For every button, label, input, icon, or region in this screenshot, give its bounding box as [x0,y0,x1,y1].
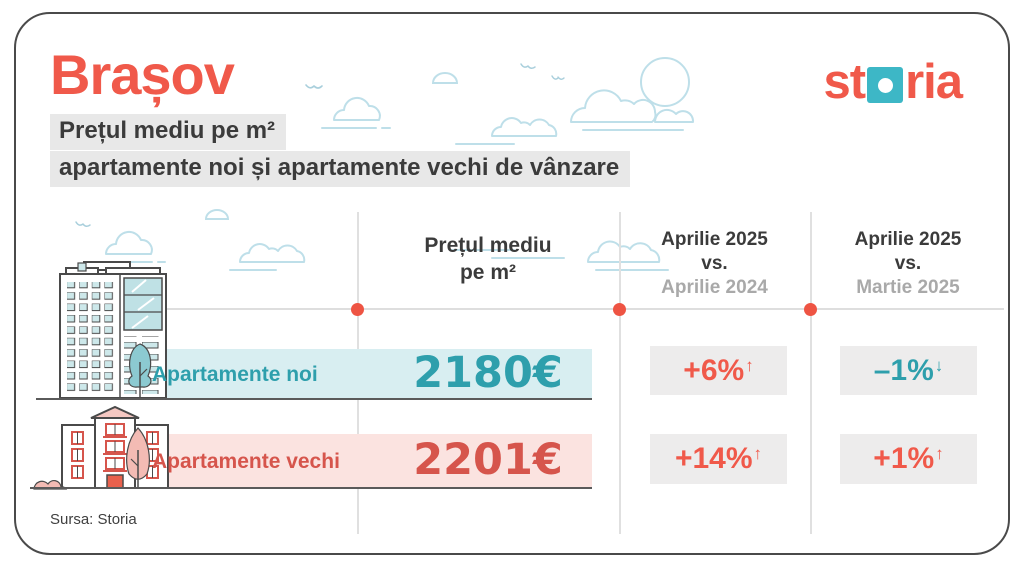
row-label-new-apartments: Apartamente noi [152,363,318,386]
arrow-down-icon: ↓ [934,356,944,375]
comparison-header-yoy: Aprilie 2025 vs. Aprilie 2024 [661,229,768,298]
logo-text-st: st [823,55,866,109]
row-label-old-apartments: Apartamente vechi [152,450,340,473]
change-mom-old: +1%↑ [840,434,977,484]
change-mom-new: –1%↓ [840,346,977,395]
subtitle-line1: Prețul mediu pe m² [50,114,286,150]
city-title: Brașov [50,43,234,106]
comparison-header-mom: Aprilie 2025 vs. Martie 2025 [854,229,962,298]
source-note: Sursa: Storia [50,511,137,528]
logo-o-dot-icon [878,78,893,93]
cloud-icon [228,228,328,276]
cloud-half-icon [429,69,461,85]
storia-logo [823,54,962,110]
arrow-up-icon: ↑ [753,444,763,463]
logo-text-ria: ria [905,55,962,109]
change-yoy-new: +6%↑ [650,346,787,395]
price-new-apartments: 2180€ [413,348,563,398]
infographic-card [14,12,1010,555]
bird-icon [519,62,537,72]
timeline-dot [804,303,817,316]
sun-cloud-icon [561,54,721,142]
price-old-apartments: 2201€ [413,435,563,485]
subtitle-line2: apartamente noi și apartamente vechi de vânzare [50,151,630,187]
pink-tree-illustration [120,426,156,490]
timeline-dot [613,303,626,316]
arrow-up-icon: ↑ [935,444,944,463]
timeline-dot [351,303,364,316]
cloud-icon [454,102,574,154]
cloud-half-icon [202,206,232,221]
cloud-icon [318,86,408,136]
timeline-axis [156,308,1004,310]
logo-o-square-icon [867,67,903,103]
bird-icon [74,220,92,230]
price-column-header: Prețul mediu pe m² [424,234,552,284]
change-yoy-old: +14%↑ [650,434,787,484]
arrow-up-icon: ↑ [745,356,754,375]
